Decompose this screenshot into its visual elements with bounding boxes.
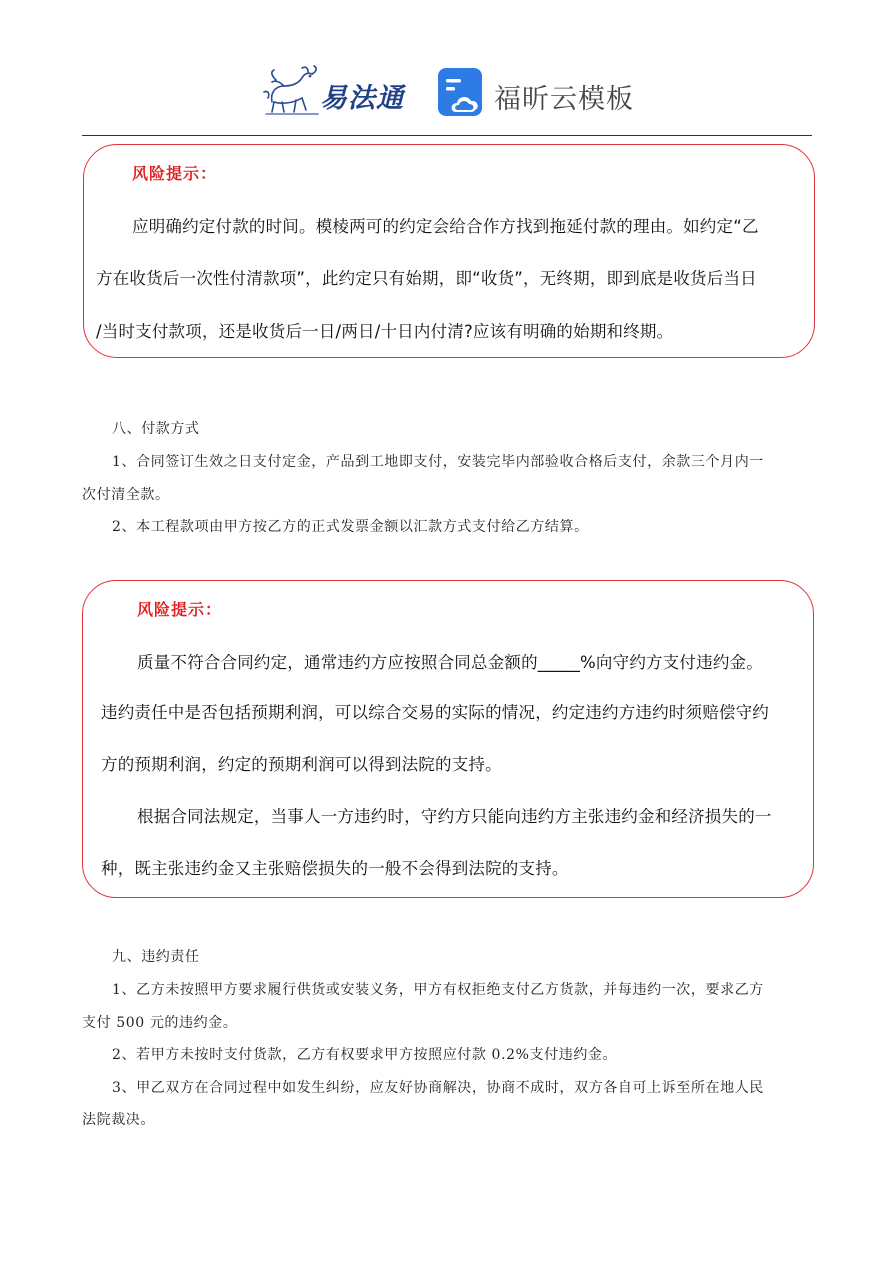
section-9-clause-3-cont: 法院裁决。	[82, 1112, 155, 1128]
risk-warning-text: 应明确约定付款的时间。模棱两可的约定会给合作方找到拖延付款的理由。如约定“乙	[132, 217, 759, 236]
risk-warning-text: 根据合同法规定，当事人一方违约时，守约方只能向违约方主张违约金和经济损失的一	[137, 807, 772, 826]
section-8-clause-1-cont: 次付清全款。	[82, 487, 170, 503]
document-header	[0, 58, 893, 124]
section-9-clause-2: 2、若甲方未按时支付货款，乙方有权要求甲方按照应付款 0.2%支付违约金。	[112, 1047, 618, 1063]
section-9-heading: 九、违约责任	[112, 949, 200, 965]
fuxin-template-logo	[436, 66, 636, 118]
section-9-clause-1: 1、乙方未按照甲方要求履行供货或安装义务，甲方有权拒绝支付乙方货款，并每违约一次，要求乙方	[112, 982, 764, 998]
section-8-clause-2: 2、本工程款项由甲方按乙方的正式发票金额以汇款方式支付给乙方结算。	[112, 519, 589, 535]
qilin-icon	[262, 62, 324, 118]
risk-warning-title: 风险提示：	[132, 164, 218, 183]
section-9-clause-3: 3、甲乙双方在合同过程中如发生纠纷，应友好协商解决，协商不成时，双方各自可上诉至所在地人民	[112, 1080, 764, 1096]
section-9-clause-1-cont: 支付 500 元的违约金。	[82, 1015, 238, 1031]
risk-warning-text: 方在收货后一次性付清款项”，此约定只有始期，即“收货”，无终期，即到底是收货后当日	[96, 269, 757, 288]
fuxin-logo-text: 福昕云模板	[494, 84, 634, 115]
yifatong-logo	[262, 62, 412, 118]
risk-warning-box-payment-time	[83, 144, 815, 358]
risk-warning-text: 质量不符合合同约定，通常违约方应按照合同总金额的_____%向守约方支付违约金。	[137, 653, 763, 672]
header-divider	[82, 135, 812, 136]
risk-warning-box-liability	[82, 580, 814, 898]
risk-warning-title: 风险提示：	[137, 600, 223, 619]
section-8-heading: 八、付款方式	[112, 421, 200, 437]
risk-warning-text: /当时支付款项，还是收货后一日/两日/十日内付清?应该有明确的始期和终期。	[96, 322, 674, 341]
risk-warning-text: 方的预期利润，约定的预期利润可以得到法院的支持。	[101, 755, 502, 774]
risk-warning-text: 种，既主张违约金又主张赔偿损失的一般不会得到法院的支持。	[101, 859, 569, 878]
yifatong-logo-text: 易法通	[320, 83, 404, 114]
cloud-document-icon	[436, 66, 488, 118]
section-8-clause-1: 1、合同签订生效之日支付定金，产品到工地即支付，安装完毕内部验收合格后支付，余款三个月内一	[112, 454, 764, 470]
risk-warning-text: 违约责任中是否包括预期利润，可以综合交易的实际的情况，约定违约方违约时须赔偿守约	[101, 703, 769, 722]
